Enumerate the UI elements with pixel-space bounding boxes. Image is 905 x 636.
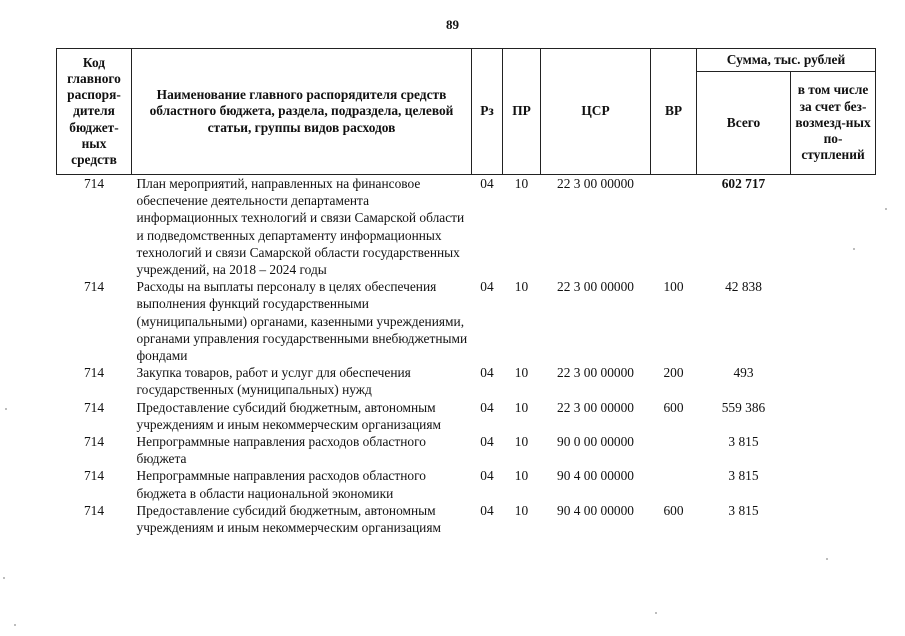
cell-csr: 22 3 00 00000 bbox=[557, 176, 634, 191]
cell-name: Расходы на выплаты персоналу в целях обеспечения выполнения функций государственными (муниципальными) органами, казенными учреждениями, органами управления государственными внебюджетными фондами bbox=[136, 279, 468, 364]
cell-rz: 04 bbox=[480, 434, 494, 450]
scan-speck bbox=[885, 208, 887, 210]
cell-name: Предоставление субсидий бюджетным, автономным учреждениям и иным некоммерческим организациям bbox=[136, 502, 441, 536]
table-row bbox=[57, 433, 876, 467]
cell-name: План мероприятий, направленных на финансовое обеспечение деятельности департамента информационных технологий и связи Самарской области и подведомственных департаменту информационных технологий и связи Самарской области государственных учреждений, на 2018 – 2024 годы bbox=[136, 176, 465, 278]
cell-pr: 10 bbox=[514, 279, 529, 295]
cell-code: 714 bbox=[83, 176, 105, 191]
cell-rz: 04 bbox=[480, 279, 494, 295]
table-row bbox=[57, 278, 876, 364]
page-number: 89 bbox=[446, 17, 459, 32]
cell-csr: 90 4 00 00000 bbox=[557, 502, 634, 518]
cell-rz: 04 bbox=[480, 176, 494, 191]
cell-code: 714 bbox=[83, 502, 105, 518]
header-csr: ЦСР bbox=[541, 49, 651, 175]
cell-pr: 10 bbox=[514, 399, 529, 415]
scan-speck bbox=[3, 577, 5, 579]
scan-speck bbox=[5, 408, 7, 410]
cell-pr: 10 bbox=[514, 434, 529, 450]
cell-incl bbox=[791, 433, 876, 467]
cell-name: Предоставление субсидий бюджетным, автономным учреждениям и иным некоммерческим организациям bbox=[136, 399, 441, 432]
cell-incl bbox=[791, 175, 876, 279]
cell-total: 3 815 bbox=[728, 468, 759, 484]
cell-code: 714 bbox=[83, 434, 105, 450]
cell-csr: 22 3 00 00000 bbox=[557, 279, 634, 295]
cell-name: Непрограммные направления расходов областного бюджета в области национальной экономики bbox=[136, 468, 426, 501]
table-row bbox=[57, 175, 876, 279]
cell-code: 714 bbox=[83, 365, 105, 381]
cell-total: 3 815 bbox=[728, 434, 759, 450]
table-row bbox=[57, 502, 876, 536]
cell-incl bbox=[791, 278, 876, 364]
cell-vr bbox=[651, 175, 697, 279]
cell-name: Закупка товаров, работ и услуг для обеспечения государственных (муниципальных) нужд bbox=[136, 365, 411, 398]
cell-code: 714 bbox=[83, 279, 105, 295]
scan-speck bbox=[14, 624, 16, 626]
cell-vr: 600 bbox=[663, 399, 684, 415]
cell-rz: 04 bbox=[480, 365, 494, 381]
cell-vr: 100 bbox=[663, 279, 684, 295]
cell-incl bbox=[791, 502, 876, 536]
cell-incl bbox=[791, 364, 876, 398]
header-vr: ВР bbox=[651, 49, 697, 175]
cell-rz: 04 bbox=[480, 502, 494, 518]
cell-total: 3 815 bbox=[728, 502, 759, 518]
cell-incl bbox=[791, 399, 876, 433]
cell-vr bbox=[651, 433, 697, 467]
header-pr: ПР bbox=[503, 49, 541, 175]
header-name: Наименование главного распорядителя средств областного бюджета, раздела, подраздела, целевой статьи, группы видов расходов bbox=[132, 49, 472, 175]
table-row bbox=[57, 364, 876, 398]
cell-total: 493 bbox=[733, 365, 754, 381]
cell-csr: 22 3 00 00000 bbox=[557, 399, 634, 415]
cell-vr bbox=[651, 467, 697, 501]
cell-pr: 10 bbox=[514, 502, 529, 518]
cell-total: 559 386 bbox=[721, 399, 766, 415]
scan-speck bbox=[853, 248, 855, 250]
cell-total: 602 717 bbox=[721, 176, 766, 191]
header-rz: Рз bbox=[472, 49, 503, 175]
cell-name: Непрограммные направления расходов областного бюджета bbox=[136, 434, 426, 467]
cell-pr: 10 bbox=[514, 365, 529, 381]
table-row bbox=[57, 467, 876, 501]
scan-speck bbox=[655, 612, 657, 614]
budget-table bbox=[56, 48, 876, 536]
cell-rz: 04 bbox=[480, 468, 494, 484]
cell-vr: 600 bbox=[663, 502, 684, 518]
cell-pr: 10 bbox=[514, 468, 529, 484]
header-sum-group: Сумма, тыс. рублей bbox=[697, 49, 876, 72]
cell-csr: 22 3 00 00000 bbox=[557, 365, 634, 381]
header-total: Всего bbox=[697, 72, 791, 175]
scan-speck bbox=[826, 558, 828, 560]
header-incl: в том числе за счет без-возмезд-ных по-ступлений bbox=[791, 72, 876, 175]
cell-csr: 90 0 00 00000 bbox=[557, 434, 634, 450]
cell-incl bbox=[791, 467, 876, 501]
header-code: Код главного распоря-дителя бюджет-ных средств bbox=[57, 49, 132, 175]
cell-vr: 200 bbox=[663, 365, 684, 381]
cell-total: 42 838 bbox=[725, 279, 762, 295]
cell-code: 714 bbox=[83, 399, 105, 415]
cell-code: 714 bbox=[83, 468, 105, 484]
cell-pr: 10 bbox=[514, 176, 529, 191]
table-body bbox=[57, 175, 876, 537]
table-row bbox=[57, 399, 876, 433]
cell-rz: 04 bbox=[480, 399, 494, 415]
cell-csr: 90 4 00 00000 bbox=[557, 468, 634, 484]
